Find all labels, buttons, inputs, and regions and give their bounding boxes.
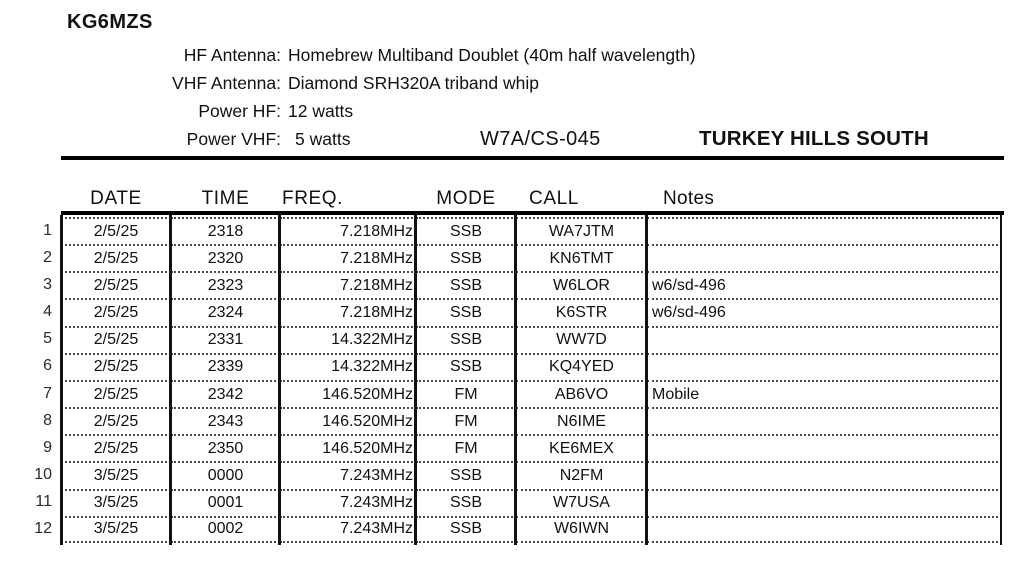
info-label: Power HF: [198, 101, 281, 121]
log-cell-date: 2/5/25 [61, 298, 171, 325]
info-value: Diamond SRH320A triband whip [288, 73, 539, 93]
log-cell-notes [647, 516, 1002, 543]
log-cell-freq: 146.520MHz [280, 380, 416, 407]
info-value: 12 watts [288, 101, 354, 121]
log-cell-time: 2320 [171, 244, 280, 271]
log-cell-call: W6IWN [516, 516, 647, 543]
log-cell-date: 2/5/25 [61, 271, 171, 298]
log-table-body [61, 217, 1002, 543]
row-number: 12 [34, 520, 52, 538]
row-number: 5 [43, 330, 52, 348]
header-divider-rule [61, 156, 1004, 160]
row-number: 2 [43, 248, 52, 266]
row-number: 8 [43, 411, 52, 429]
log-cell-call: KE6MEX [516, 434, 647, 461]
log-cell-call: AB6VO [516, 380, 647, 407]
log-cell-time: 2343 [171, 407, 280, 434]
log-cell-mode: SSB [416, 516, 516, 543]
log-cell-notes: w6/sd-496 [647, 271, 1002, 298]
log-cell-date: 3/5/25 [61, 516, 171, 543]
table-vertical-rule-freq-mode [414, 215, 417, 545]
log-cell-time: 0002 [171, 516, 280, 543]
info-label: HF Antenna: [183, 45, 281, 65]
info-row-vhf-antenna [0, 73, 1024, 97]
log-cell-time: 2350 [171, 434, 280, 461]
log-cell-freq: 7.218MHz [280, 217, 416, 244]
column-header-call: CALL [529, 188, 579, 209]
log-cell-notes: w6/sd-496 [647, 298, 1002, 325]
log-cell-date: 3/5/25 [61, 489, 171, 516]
log-cell-mode: SSB [416, 271, 516, 298]
log-cell-notes [647, 407, 1002, 434]
log-cell-freq: 7.243MHz [280, 489, 416, 516]
log-cell-mode: SSB [416, 298, 516, 325]
table-right-border [1000, 215, 1002, 545]
row-number: 3 [43, 275, 52, 293]
row-number: 9 [43, 438, 52, 456]
log-cell-date: 2/5/25 [61, 244, 171, 271]
info-row-hf-antenna [0, 45, 1024, 69]
info-label: Power VHF: [186, 129, 281, 149]
log-cell-freq: 146.520MHz [280, 407, 416, 434]
log-cell-date: 2/5/25 [61, 407, 171, 434]
log-cell-date: 2/5/25 [61, 434, 171, 461]
log-cell-date: 2/5/25 [61, 217, 171, 244]
log-cell-time: 0000 [171, 461, 280, 488]
info-row-power-hf [0, 101, 1024, 125]
log-cell-notes: Mobile [647, 380, 1002, 407]
info-label: VHF Antenna: [172, 73, 281, 93]
log-cell-notes [647, 489, 1002, 516]
log-cell-time: 2342 [171, 380, 280, 407]
info-value: 5 watts [295, 129, 351, 149]
row-number: 6 [43, 357, 52, 375]
log-cell-notes [647, 434, 1002, 461]
log-cell-mode: SSB [416, 489, 516, 516]
table-vertical-rule-call-notes [645, 215, 648, 545]
log-table-column-headers [61, 185, 1002, 210]
log-cell-mode: SSB [416, 217, 516, 244]
summit-name: TURKEY HILLS SOUTH [699, 127, 929, 150]
log-cell-freq: 7.218MHz [280, 271, 416, 298]
column-header-mode: MODE [436, 188, 496, 209]
log-cell-freq: 7.243MHz [280, 516, 416, 543]
column-header-notes: Notes [663, 188, 715, 209]
log-cell-call: K6STR [516, 298, 647, 325]
log-cell-notes [647, 353, 1002, 380]
table-header-rule [61, 211, 1004, 215]
log-cell-freq: 7.218MHz [280, 244, 416, 271]
log-cell-time: 2324 [171, 298, 280, 325]
log-cell-mode: SSB [416, 326, 516, 353]
log-cell-time: 2318 [171, 217, 280, 244]
column-header-freq: FREQ. [282, 188, 344, 209]
log-cell-date: 2/5/25 [61, 326, 171, 353]
log-cell-time: 2323 [171, 271, 280, 298]
log-cell-time: 2339 [171, 353, 280, 380]
log-cell-freq: 7.243MHz [280, 461, 416, 488]
log-cell-call: WA7JTM [516, 217, 647, 244]
log-cell-notes [647, 461, 1002, 488]
log-cell-mode: FM [416, 407, 516, 434]
row-number-column [0, 217, 52, 543]
log-cell-notes [647, 244, 1002, 271]
log-cell-call: W6LOR [516, 271, 647, 298]
log-cell-notes [647, 217, 1002, 244]
log-cell-call: N6IME [516, 407, 647, 434]
log-cell-date: 2/5/25 [61, 353, 171, 380]
info-value: Homebrew Multiband Doublet (40m half wavelength) [288, 45, 696, 65]
table-vertical-rule-mode-call [514, 215, 517, 545]
log-cell-mode: FM [416, 434, 516, 461]
log-cell-mode: SSB [416, 461, 516, 488]
log-cell-call: N2FM [516, 461, 647, 488]
callsign: KG6MZS [67, 11, 153, 33]
column-header-date: DATE [90, 188, 142, 209]
log-cell-mode: FM [416, 380, 516, 407]
table-left-border [60, 215, 63, 545]
log-cell-notes [647, 326, 1002, 353]
summit-reference: W7A/CS-045 [480, 128, 601, 150]
log-cell-time: 2331 [171, 326, 280, 353]
log-cell-date: 2/5/25 [61, 380, 171, 407]
row-number: 7 [43, 384, 52, 402]
row-number: 4 [43, 303, 52, 321]
log-cell-freq: 14.322MHz [280, 353, 416, 380]
row-number: 1 [43, 221, 52, 239]
row-number: 11 [35, 493, 52, 511]
log-cell-call: W7USA [516, 489, 647, 516]
table-vertical-rule-date-time [169, 215, 172, 545]
log-cell-date: 3/5/25 [61, 461, 171, 488]
log-cell-call: KQ4YED [516, 353, 647, 380]
log-cell-freq: 146.520MHz [280, 434, 416, 461]
log-cell-freq: 7.218MHz [280, 298, 416, 325]
log-cell-call: WW7D [516, 326, 647, 353]
column-header-time: TIME [201, 188, 250, 209]
log-cell-call: KN6TMT [516, 244, 647, 271]
table-vertical-rule-time-freq [278, 215, 281, 545]
log-cell-freq: 14.322MHz [280, 326, 416, 353]
log-cell-mode: SSB [416, 353, 516, 380]
row-number: 10 [34, 465, 52, 483]
log-cell-time: 0001 [171, 489, 280, 516]
log-cell-mode: SSB [416, 244, 516, 271]
